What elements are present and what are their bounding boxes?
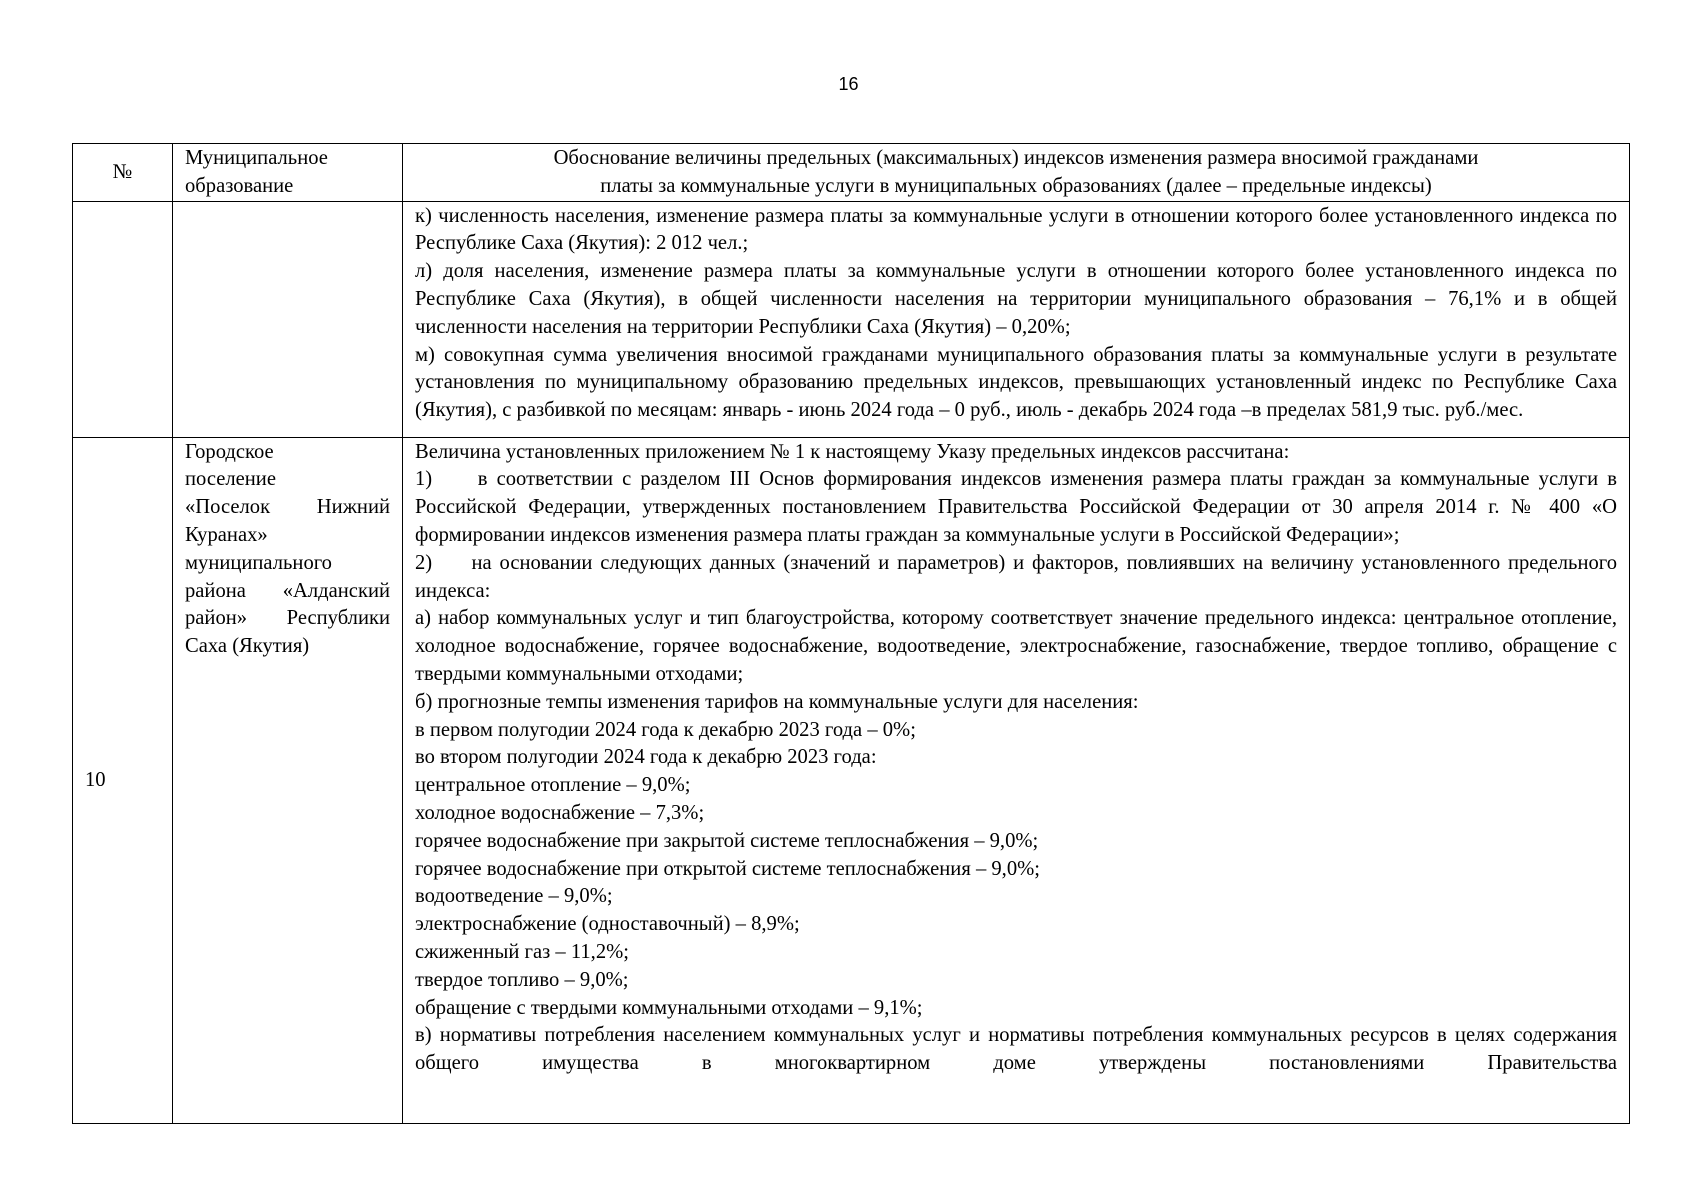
page-number: 16 <box>838 74 859 94</box>
paragraph-1: 1) в соответствии с разделом III Основ формирования индексов изменения размера платы граждан за коммунальные услуги в Российской Федерации, утвержденных постановлением Правительства Российской Федерации от 30 апреля 2014 г. № 400 «О формировании индексов изменения размера платы граждан за коммунальные услуги в Российской Федерации»; <box>415 468 1617 546</box>
justification-text <box>403 437 1630 1123</box>
municipality-line: муниципального <box>185 551 332 574</box>
tariff-line: центральное отопление – 9,0%; <box>415 774 691 797</box>
continuation-municipality-cell <box>173 201 403 437</box>
header-municipality-line-2: образование <box>185 174 294 197</box>
tariff-line: холодное водоснабжение – 7,3%; <box>415 801 705 824</box>
municipality-name <box>173 437 403 1123</box>
header-municipality-line-1: Муниципальное <box>185 147 328 169</box>
item-k-population: к) численность населения, изменение размера платы за коммунальные услуги в отношении которого более установленного индекса по Республике Саха (Якутия): 2 012 чел.; <box>415 204 1617 255</box>
paragraph-2: 2) на основании следующих данных (значений и параметров) и факторов, повлиявших на величину установленного предельного индекса: <box>415 551 1617 602</box>
municipality-line: поселение <box>185 468 276 491</box>
municipality-line: район» Республики <box>185 607 390 630</box>
tariff-line: горячее водоснабжение при открытой системе теплоснабжения – 9,0%; <box>415 857 1041 880</box>
tariff-line: твердое топливо – 9,0%; <box>415 968 629 991</box>
tariff-line: водоотведение – 9,0%; <box>415 885 613 908</box>
item-l-population-share: л) доля населения, изменение размера платы за коммунальные услуги в отношении которого более установленного индекса по Республике Саха (Якутия), в общей численности населения на территории муниципального образования – 76,1% и в общей численности населения на территории Республики Саха (Якутия) – 0,20%; <box>415 260 1617 338</box>
continuation-number-cell <box>73 201 173 437</box>
justification-table <box>72 143 1630 1124</box>
intro-paragraph: Величина установленных приложением № 1 к настоящему Указу предельных индексов рассчитана: <box>415 440 1290 463</box>
table-row-continuation <box>73 201 1630 437</box>
header-justification <box>403 144 1630 202</box>
item-b-tariff-rates: б) прогнозные темпы изменения тарифов на коммунальные услуги для населения: <box>415 690 1139 713</box>
item-v-consumption-norms: в) нормативы потребления населением коммунальных услуг и нормативы потребления коммунальных ресурсов в целях содержания общего имущества в многоквартирном доме утверждены постановлениями Правительства <box>415 1024 1617 1075</box>
header-municipality <box>173 144 403 202</box>
municipality-line: Куранах» <box>185 523 268 546</box>
municipality-line: района «Алданский <box>185 579 390 602</box>
municipality-line: Городское <box>185 440 274 463</box>
item-m-total-increase: м) совокупная сумма увеличения вносимой гражданами муниципального образования платы за коммунальные услуги в результате установления по муниципальному образованию предельных индексов, превышающих установленный индекс по Республике Саха (Якутия), с разбивкой по месяцам: январь - июнь 2024 года – 0 руб., июль - декабрь 2024 года –в пределах 581,9 тыс. руб./мес. <box>415 343 1617 422</box>
tariff-line: в первом полугодии 2024 года к декабрю 2023 года – 0%; <box>415 718 916 741</box>
tariff-line: сжиженный газ – 11,2%; <box>415 940 630 963</box>
table-header-row <box>73 144 1630 202</box>
tariff-line: во втором полугодии 2024 года к декабрю 2023 года: <box>415 746 877 769</box>
tariff-line: горячее водоснабжение при закрытой системе теплоснабжения – 9,0%; <box>415 829 1039 852</box>
header-number: № <box>73 144 173 202</box>
header-justification-line-2: платы за коммунальные услуги в муниципальных образованиях (далее – предельные индексы) <box>600 174 1432 197</box>
tariff-line: обращение с твердыми коммунальными отходами – 9,1%; <box>415 996 923 1019</box>
row-number: 10 <box>73 437 173 1123</box>
table-row-10 <box>73 437 1630 1123</box>
continuation-justification-cell <box>403 201 1630 437</box>
municipality-line: Саха (Якутия) <box>185 635 310 658</box>
tariff-line: электроснабжение (одноставочный) – 8,9%; <box>415 913 800 936</box>
item-a-services: а) набор коммунальных услуг и тип благоустройства, которому соответствует значение предельного индекса: центральное отопление, холодное водоснабжение, горячее водоснабжение, водоотведение, электроснабжение, газоснабжение, твердое топливо, обращение с твердыми коммунальными отходами; <box>415 607 1617 685</box>
municipality-line: «Поселок Нижний <box>185 496 390 519</box>
header-justification-line-1: Обоснование величины предельных (максимальных) индексов изменения размера вносимой гражданами <box>553 147 1479 169</box>
